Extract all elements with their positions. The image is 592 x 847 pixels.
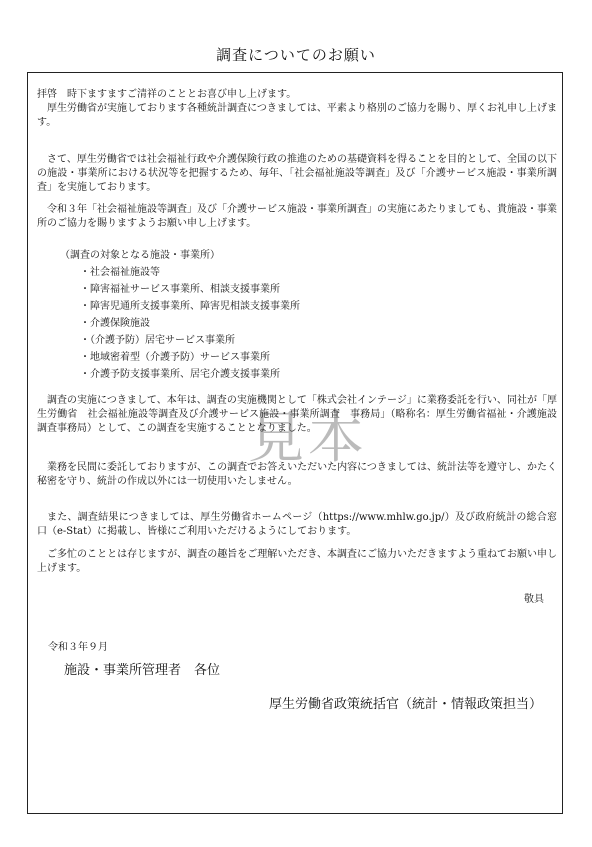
- results-paragraph: また、調査結果につきましては、厚生労働省ホームページ（https://www.mhlw.go.jp/）及び政府統計の総合窓口（e-Stat）に掲載し、皆様にご利用いただけるようにしております。: [37, 512, 557, 537]
- list-item: ・ 地域密着型（介護予防）サービス事業所: [80, 349, 300, 366]
- list-item: ・ 社会福祉施設等: [80, 264, 300, 281]
- purpose-paragraph: さて、厚生労働省では社会福祉行政や介護保険行政の推進のための基礎資料を得ることを目的として、全国の以下の施設・事業所における状況等を把握するため、毎年、「社会福祉施設等調査」及び「介護サービス施設・事業所調査」を実施しております。: [37, 154, 557, 193]
- closing-request-paragraph: ご多忙のこととは存じますが、調査の趣旨をご理解いただき、本調査にご協力いただきますよう重ねてお願い申し上げます。: [37, 549, 557, 574]
- sample-watermark: 見本: [248, 406, 368, 471]
- request-paragraph: 令和３年「社会福祉施設等調査」及び「介護サービス施設・事業所調査」の実施にあたりましても、貴施設・事業所のご協力を賜りますようお願い申し上げます。: [37, 204, 557, 229]
- list-item: ・ 介護予防支援事業所、居宅介護支援事業所: [80, 366, 300, 383]
- closing-word: 敬具: [524, 594, 544, 605]
- list-item: ・ 障害児通所支援事業所、障害児相談支援事業所: [80, 298, 300, 315]
- sender: 厚生労働省政策統括官（統計・情報政策担当）: [268, 697, 542, 712]
- list-item: ・ 介護保険施設: [80, 315, 300, 332]
- addressee: 施設・事業所管理者 各位: [64, 663, 221, 678]
- document-date: 令和３年９月: [48, 642, 108, 653]
- contractor-paragraph: 調査の実施につきまして、本年は、調査の実施機関として「株式会社インテージ」に業務委託を行い、同社が「厚生労働省 社会福祉施設等調査及び介護サービス施設・事業所調査 事務局」（略称名：厚生労働省福祉・介護施設調査事務局）として、この調査を実施することとなりました。: [37, 395, 557, 434]
- greeting-line: 拝啓 時下ますますご清祥のこととお喜び申し上げます。: [37, 89, 297, 100]
- targets-heading: （調査の対象となる施設・事業所）: [60, 250, 220, 261]
- thanks-paragraph: 厚生労働省が実施しております各種統計調査につきましては、平素より格別のご協力を賜り、厚くお礼申し上げます。: [37, 103, 557, 128]
- document-title: 調査についてのお願い: [216, 46, 376, 64]
- list-item: ・ （介護予防）居宅サービス事業所: [80, 332, 300, 349]
- targets-list: [80, 264, 300, 383]
- confidentiality-paragraph: 業務を民間に委託しておりますが、この調査でお答えいただいた内容につきましては、統計法等を遵守し、かたく秘密を守り、統計の作成以外には一切使用いたしません。: [37, 462, 557, 487]
- list-item: ・ 障害福祉サービス事業所、相談支援事業所: [80, 281, 300, 298]
